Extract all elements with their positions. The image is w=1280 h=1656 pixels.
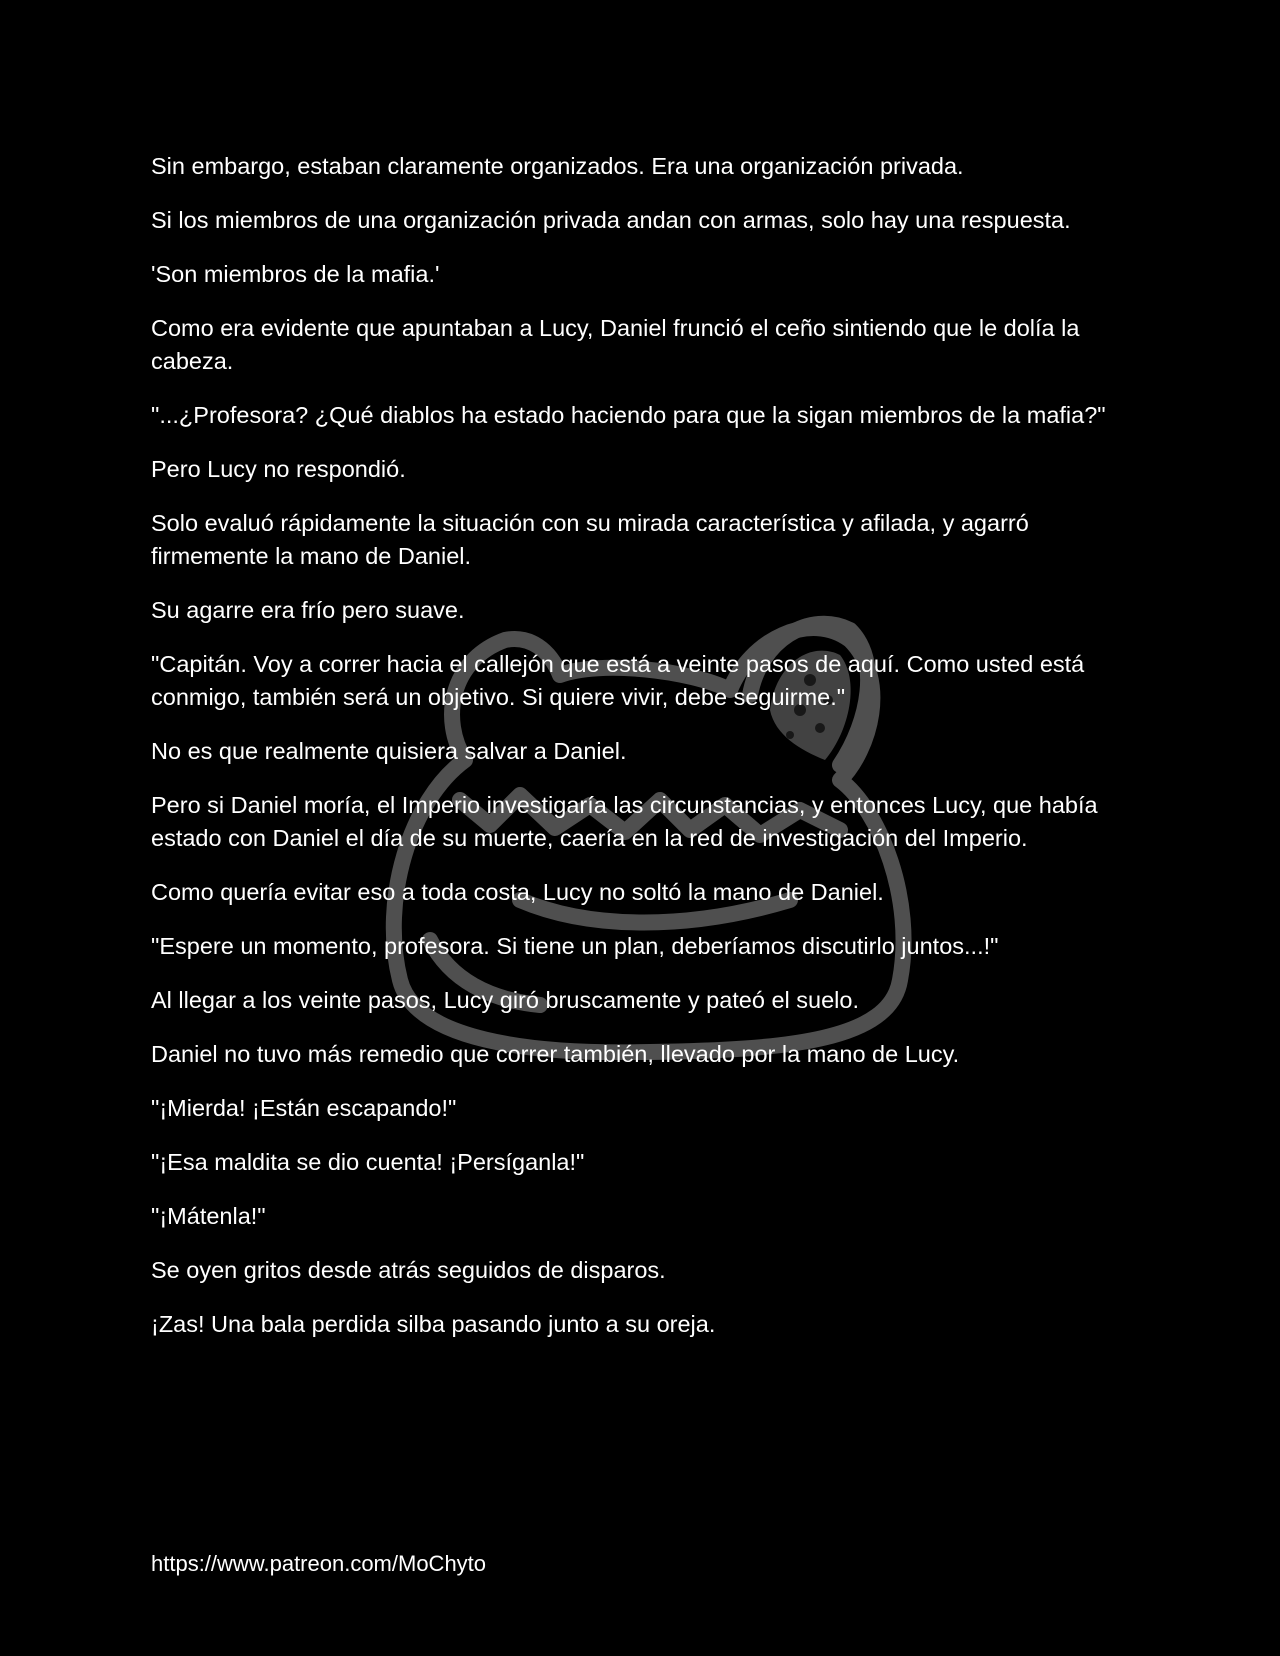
paragraph: "Capitán. Voy a correr hacia el callejón que está a veinte pasos de aquí. Como usted está conmigo, también será un objetivo. Si quiere vivir, debe seguirme." xyxy=(151,651,1085,710)
paragraph: Pero si Daniel moría, el Imperio investigaría las circunstancias, y entonces Lucy, que había estado con Daniel el día de su muerte, caería en la red de investigación del Imperio. xyxy=(151,792,1098,851)
paragraph: "¡Mátenla!" xyxy=(151,1203,266,1229)
chapter-text xyxy=(151,150,1131,1362)
paragraph: Sin embargo, estaban claramente organizados. Era una organización privada. xyxy=(151,153,964,179)
paragraph: Daniel no tuvo más remedio que correr también, llevado por la mano de Lucy. xyxy=(151,1041,960,1067)
paragraph: No es que realmente quisiera salvar a Daniel. xyxy=(151,738,627,764)
paragraph: Como era evidente que apuntaban a Lucy, Daniel frunció el ceño sintiendo que le dolía la cabeza. xyxy=(151,315,1080,374)
patreon-link[interactable]: https://www.patreon.com/MoChyto xyxy=(151,1551,487,1576)
paragraph: Se oyen gritos desde atrás seguidos de disparos. xyxy=(151,1257,666,1283)
paragraph: Solo evaluó rápidamente la situación con su mirada característica y afilada, y agarró firmemente la mano de Daniel. xyxy=(151,510,1029,569)
paragraph: Si los miembros de una organización privada andan con armas, solo hay una respuesta. xyxy=(151,207,1071,233)
paragraph: Al llegar a los veinte pasos, Lucy giró bruscamente y pateó el suelo. xyxy=(151,987,860,1013)
paragraph: ¡Zas! Una bala perdida silba pasando junto a su oreja. xyxy=(151,1311,716,1337)
paragraph: Pero Lucy no respondió. xyxy=(151,456,406,482)
paragraph: Como quería evitar eso a toda costa, Lucy no soltó la mano de Daniel. xyxy=(151,879,884,905)
paragraph: "¡Esa maldita se dio cuenta! ¡Persíganla!" xyxy=(151,1149,585,1175)
paragraph: "Espere un momento, profesora. Si tiene un plan, deberíamos discutirlo juntos...!" xyxy=(151,933,999,959)
paragraph: 'Son miembros de la mafia.' xyxy=(151,261,440,287)
paragraph: "...¿Profesora? ¿Qué diablos ha estado haciendo para que la sigan miembros de la mafia?" xyxy=(151,402,1106,428)
paragraph: Su agarre era frío pero suave. xyxy=(151,597,465,623)
paragraph: "¡Mierda! ¡Están escapando!" xyxy=(151,1095,457,1121)
